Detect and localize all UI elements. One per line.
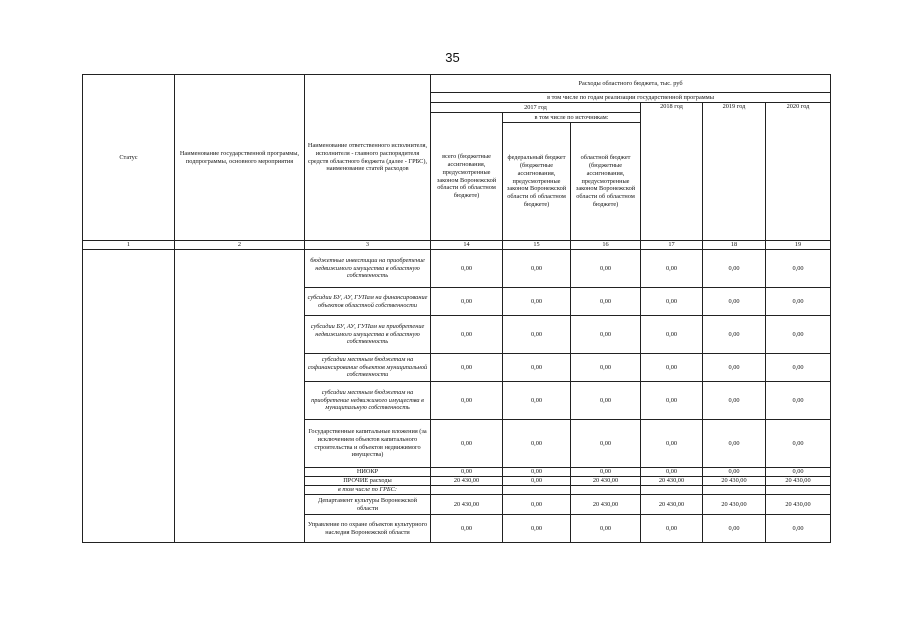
row-label: НИОКР	[305, 468, 431, 477]
value-cell: 20 430,00	[431, 495, 503, 515]
value-cell: 0,00	[571, 288, 641, 316]
value-cell: 0,00	[571, 420, 641, 468]
value-cell: 20 430,00	[703, 477, 766, 486]
value-cell: 0,00	[641, 468, 703, 477]
header-total: всего (бюджетные ассигнования, предусмотренные законом Воронежской области об областном бюджете)	[431, 113, 503, 241]
value-cell: 0,00	[503, 420, 571, 468]
column-number: 2	[175, 241, 305, 250]
status-cell	[83, 250, 175, 543]
value-cell: 0,00	[431, 468, 503, 477]
value-cell: 0,00	[766, 468, 831, 477]
table-row	[83, 250, 831, 288]
value-cell: 0,00	[703, 250, 766, 288]
budget-table	[82, 74, 831, 543]
value-cell: 0,00	[703, 354, 766, 382]
header-by-sources: в том числе по источникам:	[503, 113, 641, 123]
page-number: 35	[445, 50, 460, 65]
value-cell: 0,00	[641, 354, 703, 382]
row-label: Государственные капитальные вложения (за исключением объектов капитального строительства и объектов недвижимого имущества)	[305, 420, 431, 468]
row-label: бюджетные инвестиции на приобретение недвижимого имущества в областную собственность	[305, 250, 431, 288]
value-cell: 0,00	[766, 420, 831, 468]
header-program-name: Наименование государственной программы, подпрограммы, основного мероприятия	[175, 75, 305, 241]
column-number: 14	[431, 241, 503, 250]
header-by-years: в том числе по годам реализации государственной программы	[431, 93, 831, 103]
value-cell: 20 430,00	[431, 477, 503, 486]
header-year-2020: 2020 год	[766, 103, 831, 241]
header-expenses: Расходы областного бюджета, тыс. руб	[431, 75, 831, 93]
header-regional: областной бюджет (бюджетные ассигнования, предусмотренные законом Воронежской области об областном бюджете)	[571, 123, 641, 241]
value-cell: 0,00	[503, 515, 571, 543]
value-cell: 0,00	[766, 354, 831, 382]
value-cell: 0,00	[703, 288, 766, 316]
column-number: 18	[703, 241, 766, 250]
header-federal: федеральный бюджет (бюджетные ассигнования, предусмотренные законом Воронежской области об областном бюджете)	[503, 123, 571, 241]
row-label: субсидии БУ, АУ, ГУПам на приобретение недвижимого имущества в областную собственность	[305, 316, 431, 354]
value-cell: 0,00	[503, 354, 571, 382]
value-cell: 0,00	[766, 288, 831, 316]
value-cell: 0,00	[641, 515, 703, 543]
value-cell: 0,00	[766, 515, 831, 543]
value-cell: 0,00	[503, 382, 571, 420]
program-cell	[175, 250, 305, 543]
value-cell: 0,00	[431, 382, 503, 420]
value-cell: 0,00	[766, 250, 831, 288]
value-cell: 0,00	[641, 420, 703, 468]
value-cell: 0,00	[503, 316, 571, 354]
row-label: Управление по охране объектов культурного наследия Воронежской области	[305, 515, 431, 543]
column-number: 19	[766, 241, 831, 250]
header-year-2019: 2019 год	[703, 103, 766, 241]
column-number: 16	[571, 241, 641, 250]
value-cell: 0,00	[703, 382, 766, 420]
value-cell: 0,00	[571, 250, 641, 288]
value-cell	[503, 486, 571, 495]
value-cell: 20 430,00	[641, 495, 703, 515]
value-cell: 0,00	[571, 515, 641, 543]
header-year-2017: 2017 год	[431, 103, 641, 113]
value-cell: 0,00	[703, 316, 766, 354]
value-cell: 0,00	[503, 288, 571, 316]
value-cell: 0,00	[703, 420, 766, 468]
value-cell: 0,00	[431, 288, 503, 316]
value-cell: 20 430,00	[766, 495, 831, 515]
column-number: 17	[641, 241, 703, 250]
value-cell: 0,00	[641, 288, 703, 316]
row-label: ПРОЧИЕ расходы	[305, 477, 431, 486]
value-cell: 0,00	[431, 250, 503, 288]
row-label: в том числе по ГРБС:	[305, 486, 431, 495]
value-cell: 0,00	[503, 495, 571, 515]
value-cell: 0,00	[503, 250, 571, 288]
value-cell: 0,00	[431, 316, 503, 354]
value-cell	[571, 486, 641, 495]
column-number: 15	[503, 241, 571, 250]
value-cell	[431, 486, 503, 495]
value-cell: 0,00	[571, 354, 641, 382]
row-label: субсидии местным бюджетам на приобретение недвижимого имущества в муниципальную собственность	[305, 382, 431, 420]
value-cell: 0,00	[766, 316, 831, 354]
value-cell: 20 430,00	[703, 495, 766, 515]
value-cell: 0,00	[503, 468, 571, 477]
column-number: 3	[305, 241, 431, 250]
value-cell: 0,00	[571, 468, 641, 477]
value-cell: 0,00	[431, 420, 503, 468]
row-label: субсидии местным бюджетам на софинансирование объектов муниципальной собственности	[305, 354, 431, 382]
value-cell: 0,00	[431, 354, 503, 382]
value-cell: 20 430,00	[641, 477, 703, 486]
value-cell: 0,00	[703, 468, 766, 477]
value-cell	[766, 486, 831, 495]
value-cell: 0,00	[571, 382, 641, 420]
value-cell: 0,00	[503, 477, 571, 486]
value-cell: 0,00	[571, 316, 641, 354]
value-cell	[641, 486, 703, 495]
row-label: Департамент культуры Воронежской области	[305, 495, 431, 515]
value-cell: 0,00	[703, 515, 766, 543]
header-executor-name: Наименование ответственного исполнителя, исполнителя - главного распорядителя средств областного бюджета (далее - ГРБС), наименование статей расходов	[305, 75, 431, 241]
value-cell: 0,00	[641, 382, 703, 420]
column-number: 1	[83, 241, 175, 250]
row-label: субсидии БУ, АУ, ГУПам на финансирование объектов областной собственности	[305, 288, 431, 316]
value-cell: 0,00	[641, 316, 703, 354]
header-status: Статус	[83, 75, 175, 241]
value-cell: 20 430,00	[766, 477, 831, 486]
value-cell: 0,00	[766, 382, 831, 420]
header-year-2018: 2018 год	[641, 103, 703, 241]
value-cell: 0,00	[431, 515, 503, 543]
value-cell: 20 430,00	[571, 477, 641, 486]
value-cell: 20 430,00	[571, 495, 641, 515]
value-cell: 0,00	[641, 250, 703, 288]
value-cell	[703, 486, 766, 495]
